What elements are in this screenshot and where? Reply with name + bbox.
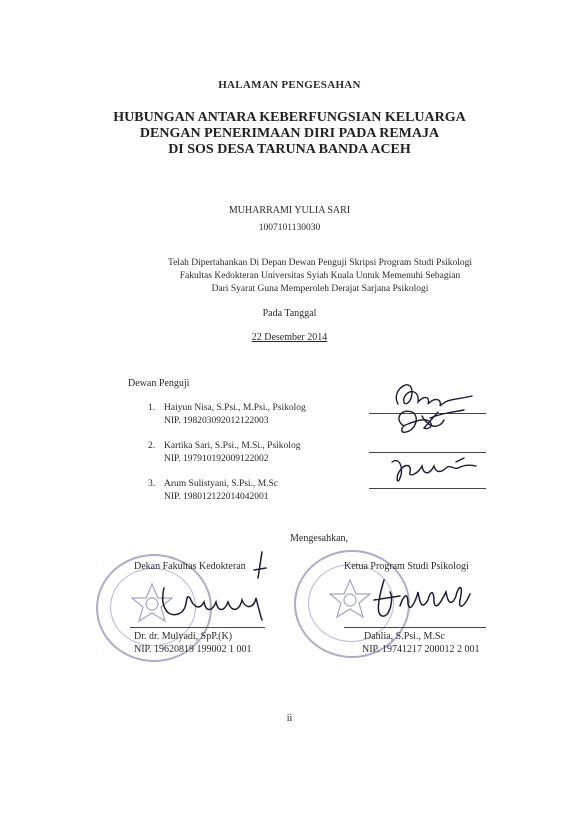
author-nim: 1007101130030: [258, 223, 321, 233]
examiner-number: 2.: [148, 441, 156, 451]
date-label: Pada Tanggal: [262, 308, 317, 319]
title-line: HUBUNGAN ANTARA KEBERFUNGSIAN KELUARGA: [113, 110, 466, 125]
signature-line: [344, 627, 486, 628]
description: [130, 257, 510, 296]
dean-name: Dr. dr. Mulyadi, SpP.(K): [134, 631, 233, 642]
page-number: ii: [286, 713, 293, 724]
description-line: Fakultas Kedokteran Universitas Syiah Kuala Untuk Memenuhi Sebagian: [179, 271, 461, 281]
head-role: Ketua Program Studi Psikologi: [344, 561, 469, 572]
examiner-name: Kartika Sari, S.Psi., M.Si., Psikolog: [164, 441, 301, 451]
signature-2-stroke: [399, 410, 464, 432]
signature-1-stroke: [396, 385, 472, 406]
signature-3-stroke: [392, 458, 476, 481]
dean-nip: NIP. 19620819 199002 1 001: [134, 644, 252, 655]
author-name: MUHARRAMI YULIA SARI: [228, 205, 351, 216]
dean-role: Dekan Fakultas Kedokteran: [134, 561, 246, 572]
page-header: HALAMAN PENGESAHAN: [218, 79, 361, 91]
examiners-label: Dewan Penguji: [128, 378, 190, 389]
signature-line: [130, 627, 265, 628]
examiner-number: 1.: [148, 403, 156, 413]
head-nip: NIP. 19741217 200012 2 001: [362, 644, 480, 655]
examiner-nip: NIP. 198012122014042001: [164, 492, 269, 502]
approval-label: Mengesahkan,: [290, 533, 349, 544]
examiner-name: Haiyun Nisa, S.Psi., M.Psi., Psikolog: [164, 403, 306, 413]
examiner-nip: NIP. 197910192009122002: [164, 454, 269, 464]
dean-signature: [150, 548, 280, 628]
examiner-signatures: [360, 370, 500, 500]
head-name: Dahlia, S.Psi., M.Sc: [364, 631, 445, 642]
defense-date: 22 Desember 2014: [251, 332, 328, 343]
title-line: DENGAN PENERIMAAN DIRI PADA REMAJA: [139, 126, 440, 141]
title-line: DI SOS DESA TARUNA BANDA ACEH: [168, 142, 411, 157]
examiner-name: Arum Sulistyani, S.Psi., M.Sc: [164, 479, 279, 489]
thesis-title: [0, 110, 579, 158]
head-signature: [360, 570, 490, 630]
examiner-number: 3.: [148, 479, 156, 489]
description-line: Telah Dipertahankan Di Depan Dewan Penguji Skripsi Program Studi Psikologi: [167, 258, 473, 268]
description-line: Dari Syarat Guna Memperoleh Derajat Sarjana Psikologi: [211, 284, 429, 294]
examiner-nip: NIP. 198203092012122003: [164, 416, 269, 426]
